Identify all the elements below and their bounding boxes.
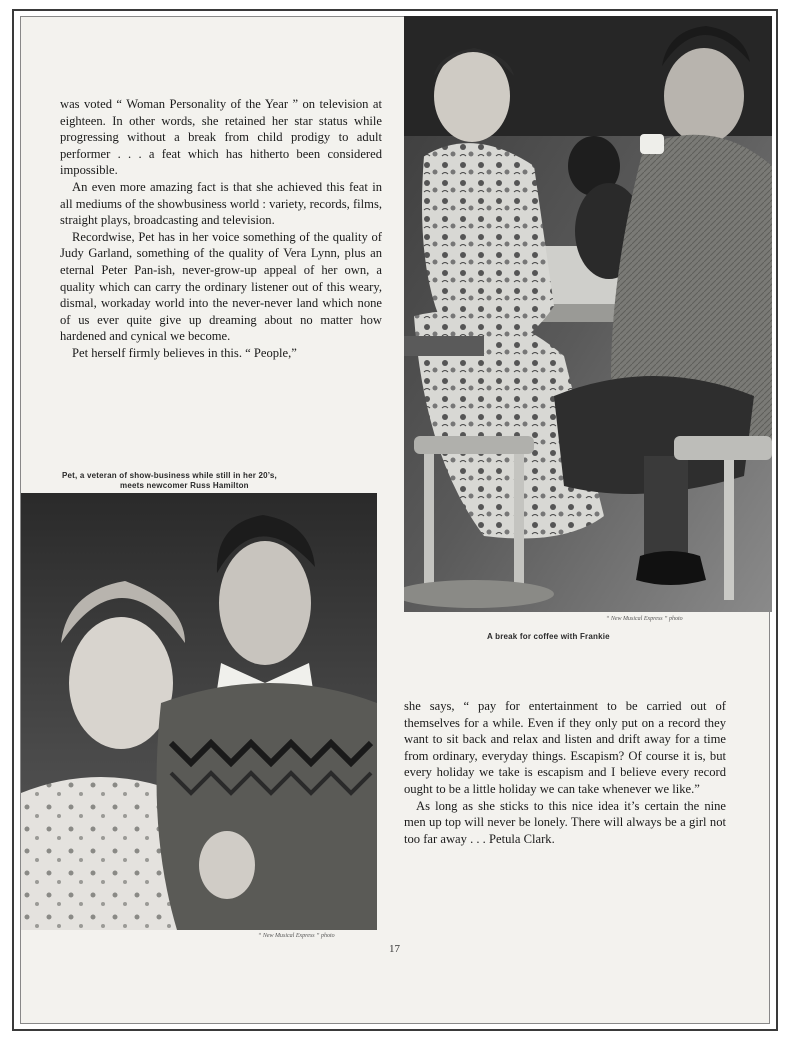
photo-coffee-break-image [404,16,772,612]
paragraph: As long as she sticks to this nice idea it’s certain the nine men up top will never be lonely. There will always be a girl not too far away . . . Petula Clark. [404,798,726,846]
photo-coffee-break [404,16,772,612]
article-column-left [60,96,382,362]
article-column-right [404,698,726,847]
photo-caption-line1: Pet, a veteran of show-business while still in her 20’s, [62,471,277,480]
paragraph: Recordwise, Pet has in her voice something of the quality of Judy Garland, something of the quality of Vera Lynn, plus an eternal Peter Pan-ish, never-grow-up appeal of her own, a quality which can carry the ordinary listener out of this weary, dismal, workaday world into the never-never land which none of us ever quite give up dreaming about no matter how hardened and cynical we become. [60,229,382,344]
photo-russ-hamilton [21,493,377,930]
paragraph: was voted “ Woman Personality of the Year ” on television at eighteen. In other words, she retained her star status while progressing without a break from child prodigy to adult performer . . . a feat which has hitherto been considered impossible. [60,97,382,178]
paragraph: she says, “ pay for entertainment to be carried out of themselves for a while. Even if they only put on a record they want to sit back and relax and listen and drift away for a time from ordinary, everyday things. Escapism? Of course it is, but every holiday we take is escapism and I believe every record ought to be a little holiday we can take whenever we like.” [404,699,726,796]
paragraph: An even more amazing fact is that she achieved this feat in all mediums of the showbusiness world : variety, records, films, straight plays, broadcasting and television. [60,179,382,228]
paragraph: Pet herself firmly believes in this. “ People,” [72,345,297,360]
photo-caption-coffee: A break for coffee with Frankie [487,632,610,641]
photo-credit: “ New Musical Express ” photo [258,933,335,939]
photo-credit: “ New Musical Express ” photo [606,616,683,622]
photo-russ-hamilton-image [21,493,377,930]
page-number: 17 [389,943,400,955]
photo-caption-line2: meets newcomer Russ Hamilton [120,481,249,490]
